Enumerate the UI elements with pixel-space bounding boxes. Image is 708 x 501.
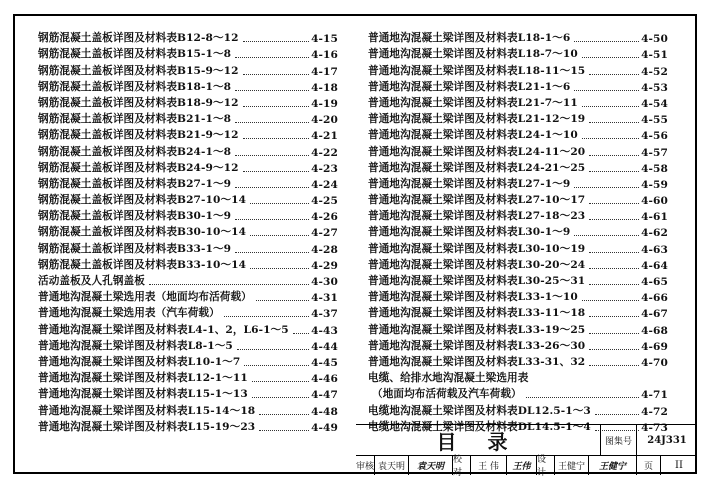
document-title: 目 录 <box>436 429 520 454</box>
review-label: 审核 <box>356 461 375 472</box>
toc-entry-title: 普通地沟混凝土梁详图及材料表L30-20～24 <box>368 258 586 271</box>
toc-entry-page: 4-67 <box>641 308 668 321</box>
toc-entry <box>368 223 668 239</box>
toc-entry-page: 4-71 <box>641 389 668 402</box>
toc-entry-page: 4-69 <box>641 340 668 353</box>
toc-entry-title: 钢筋混凝土盖板详图及材料表B18-9～12 <box>38 96 239 109</box>
toc-entry-title: 普通地沟混凝土梁详图及材料表L4-1、2，L6-1～5 <box>38 323 289 336</box>
toc-entry-title: 普通地沟混凝土梁详图及材料表L24-21～25 <box>368 161 586 174</box>
toc-entry-page: 4-66 <box>641 292 668 305</box>
toc-entry <box>38 272 338 288</box>
toc-entry-page: 4-72 <box>641 405 668 418</box>
toc-entry-title: （地面均布活荷载及汽车荷载） <box>372 388 522 401</box>
toc-leader-dots <box>589 284 639 285</box>
toc-entry-page: 4-70 <box>641 356 668 369</box>
toc-entry-title: 钢筋混凝土盖板详图及材料表B33-10～14 <box>38 258 247 271</box>
toc-entry-page: 4-55 <box>641 114 668 127</box>
toc-entry-page: 4-30 <box>311 276 338 288</box>
toc-leader-dots <box>574 90 639 91</box>
toc-leader-dots <box>259 430 309 431</box>
toc-entry <box>38 45 338 61</box>
toc-entry-title: 钢筋混凝土盖板详图及材料表B30-10～14 <box>38 226 247 239</box>
toc-entry-title: 普通地沟混凝土梁详图及材料表L33-1～10 <box>368 291 578 304</box>
toc-entry <box>368 175 668 191</box>
toc-leader-dots <box>574 41 639 42</box>
toc-entry-title: 钢筋混凝土盖板详图及材料表B27-10～14 <box>38 194 247 207</box>
designer-name: 王健宁 <box>554 455 588 475</box>
toc-entry-title: 普通地沟混凝土梁详图及材料表L33-19～25 <box>368 323 586 336</box>
toc-entry-title: 钢筋混凝土盖板详图及材料表B27-1～9 <box>38 177 232 190</box>
page-number: II <box>660 455 697 475</box>
toc-entry <box>368 78 668 94</box>
checker-name: 王 伟 <box>470 455 506 475</box>
check-label: 校对 <box>452 455 470 475</box>
toc-entry-title: 普通地沟混凝土梁详图及材料表L18-7～10 <box>368 48 578 61</box>
toc-entry <box>368 94 668 110</box>
page-label: 页 <box>636 455 660 475</box>
toc-entry <box>368 110 668 126</box>
toc-entry-title: 电缆、给排水地沟混凝土梁选用表 <box>368 372 529 385</box>
toc-leader-dots <box>243 74 309 75</box>
toc-entry <box>38 337 338 353</box>
toc-entry-title: 普通地沟混凝土梁详图及材料表L33-11～18 <box>368 307 586 320</box>
toc-entry-page: 4-15 <box>311 33 338 46</box>
toc-leader-dots <box>235 90 309 91</box>
toc-left-column <box>38 29 338 434</box>
toc-entry <box>38 239 338 255</box>
toc-entry <box>38 94 338 110</box>
toc-entry <box>38 126 338 142</box>
toc-leader-dots <box>243 106 309 107</box>
toc-entry-page: 4-73 <box>641 421 668 434</box>
toc-entry <box>368 45 668 61</box>
toc-entry-title: 普通地沟混凝土梁详图及材料表L15-1～13 <box>38 388 248 401</box>
toc-entry-page: 4-56 <box>641 130 668 143</box>
toc-entry-title: 电缆地沟混凝土梁详图及材料表DL14.5-1～4 <box>368 420 591 433</box>
toc-entry-page: 4-58 <box>641 162 668 175</box>
toc-entry-title: 活动盖板及人孔钢盖板 <box>38 275 145 287</box>
toc-leader-dots <box>235 187 309 188</box>
toc-entry <box>38 78 338 94</box>
atlas-number: 24J331 <box>636 425 697 455</box>
toc-entry-title: 普通地沟混凝土梁详图及材料表L8-1～5 <box>38 339 233 352</box>
toc-entry <box>368 207 668 223</box>
toc-entry-page: 4-62 <box>641 227 668 240</box>
design-label: 设计 <box>536 455 554 475</box>
toc-entry-title: 钢筋混凝土盖板详图及材料表B15-9～12 <box>38 64 239 77</box>
toc-leader-dots <box>293 333 309 334</box>
toc-leader-dots <box>235 155 309 156</box>
toc-entry-page: 4-57 <box>641 146 668 159</box>
toc-entry-title: 普通地沟混凝土梁详图及材料表L21-1～6 <box>368 80 571 93</box>
toc-leader-dots <box>252 381 309 382</box>
toc-entry-title: 普通地沟混凝土梁详图及材料表L15-14～18 <box>38 404 256 417</box>
toc-entry <box>38 401 338 417</box>
toc-entry <box>368 239 668 255</box>
toc-leader-dots <box>589 155 639 156</box>
toc-leader-dots <box>589 122 639 123</box>
toc-entry <box>368 320 668 336</box>
toc-leader-dots <box>235 219 309 220</box>
toc-entry-title: 普通地沟混凝土梁选用表（地面均布活荷载） <box>38 291 252 304</box>
toc-entry-page: 4-50 <box>641 33 668 46</box>
toc-entry-title: 普通地沟混凝土梁详图及材料表L24-11～20 <box>368 145 586 158</box>
toc-entry <box>368 337 668 353</box>
toc-entry <box>368 385 668 401</box>
toc-entry <box>38 369 338 385</box>
toc-entry-page: 4-37 <box>311 308 338 321</box>
toc-entry <box>38 142 338 158</box>
toc-entry-title: 普通地沟混凝土梁详图及材料表L30-1～9 <box>368 226 571 239</box>
toc-entry <box>368 304 668 320</box>
toc-entry-page: 4-53 <box>641 81 668 94</box>
toc-entry <box>38 61 338 77</box>
toc-entry-title: 电缆地沟混凝土梁详图及材料表DL12.5-1～3 <box>368 404 591 417</box>
toc-leader-dots <box>526 397 639 398</box>
toc-entry-page: 4-49 <box>311 421 338 434</box>
toc-entry-page: 4-54 <box>641 97 668 110</box>
toc-entry <box>368 191 668 207</box>
toc-entry <box>368 369 668 385</box>
toc-entry-page: 4-24 <box>311 178 338 191</box>
toc-entry <box>368 142 668 158</box>
toc-entry-title: 普通地沟混凝土梁详图及材料表L10-1～7 <box>38 355 241 368</box>
toc-entry-page: 4-45 <box>311 356 338 369</box>
toc-entry-title: 普通地沟混凝土梁详图及材料表L27-18～23 <box>368 210 586 223</box>
toc-entry-page: 4-68 <box>641 324 668 337</box>
toc-entry-page: 4-60 <box>641 195 668 208</box>
toc-entry-title: 普通地沟混凝土梁详图及材料表L27-10～17 <box>368 194 586 207</box>
toc-leader-dots <box>244 365 309 366</box>
toc-leader-dots <box>589 268 639 269</box>
toc-entry <box>368 353 668 369</box>
toc-entry-title: 钢筋混凝土盖板详图及材料表B15-1～8 <box>38 48 232 61</box>
toc-entry <box>38 110 338 126</box>
toc-leader-dots <box>149 284 309 285</box>
checker-signature: 王伟 <box>506 455 536 475</box>
toc-entry-title: 普通地沟混凝土梁详图及材料表L15-19～23 <box>38 420 256 433</box>
toc-entry-title: 钢筋混凝土盖板详图及材料表B12-8～12 <box>38 32 239 45</box>
toc-entry-page: 4-28 <box>311 243 338 256</box>
toc-leader-dots <box>256 300 309 301</box>
toc-leader-dots <box>252 397 309 398</box>
toc-leader-dots <box>243 41 309 42</box>
toc-entry-title: 普通地沟混凝土梁详图及材料表L27-1～9 <box>368 177 571 190</box>
toc-leader-dots <box>259 414 309 415</box>
toc-entry <box>368 29 668 45</box>
toc-entry-page: 4-29 <box>311 259 338 272</box>
toc-leader-dots <box>250 203 309 204</box>
toc-entry-page: 4-59 <box>641 178 668 191</box>
toc-entry-title: 钢筋混凝土盖板详图及材料表B24-9～12 <box>38 161 239 174</box>
toc-entry <box>38 385 338 401</box>
toc-entry <box>368 159 668 175</box>
toc-entry <box>38 29 338 45</box>
toc-entry <box>38 223 338 239</box>
toc-entry-page: 4-26 <box>311 211 338 224</box>
toc-entry <box>368 401 668 417</box>
toc-leader-dots <box>237 349 309 350</box>
toc-leader-dots <box>582 57 639 58</box>
toc-entry-page: 4-64 <box>641 259 668 272</box>
toc-entry <box>38 191 338 207</box>
toc-entry-title: 普通地沟混凝土梁详图及材料表L24-1～10 <box>368 129 578 142</box>
toc-entry-title: 钢筋混凝土盖板详图及材料表B21-9～12 <box>38 129 239 142</box>
toc-entry-title: 钢筋混凝土盖板详图及材料表B33-1～9 <box>38 242 232 255</box>
reviewer-name: 袁天明 <box>374 455 408 475</box>
toc-leader-dots <box>582 138 639 139</box>
toc-entry-page: 4-18 <box>311 81 338 94</box>
toc-entry-page: 4-52 <box>641 65 668 78</box>
toc-entry-page: 4-48 <box>311 405 338 418</box>
toc-leader-dots <box>589 333 639 334</box>
toc-entry <box>368 256 668 272</box>
toc-entry-page: 4-20 <box>311 114 338 127</box>
toc-entry <box>38 304 338 320</box>
toc-leader-dots <box>589 365 639 366</box>
toc-entry <box>38 320 338 336</box>
toc-leader-dots <box>595 414 639 415</box>
toc-entry-page: 4-31 <box>311 292 338 305</box>
toc-leader-dots <box>582 106 639 107</box>
toc-entry-title: 普通地沟混凝土梁详图及材料表L21-12～19 <box>368 113 586 126</box>
toc-entry <box>368 61 668 77</box>
toc-right-column <box>368 29 668 434</box>
toc-leader-dots <box>235 252 309 253</box>
toc-entry <box>38 256 338 272</box>
toc-entry-page: 4-27 <box>311 227 338 240</box>
toc-leader-dots <box>250 235 309 236</box>
toc-entry <box>38 159 338 175</box>
toc-leader-dots <box>589 171 639 172</box>
toc-entry-page: 4-63 <box>641 243 668 256</box>
toc-entry <box>368 288 668 304</box>
reviewer-signature: 袁天明 <box>408 455 452 475</box>
toc-leader-dots <box>235 122 309 123</box>
toc-leader-dots <box>243 138 309 139</box>
toc-leader-dots <box>589 74 639 75</box>
toc-entry <box>38 418 338 434</box>
toc-entry-page: 4-43 <box>311 324 338 337</box>
toc-entry-page: 4-17 <box>311 65 338 78</box>
atlas-label: 图集号 <box>600 425 636 455</box>
toc-leader-dots <box>224 316 309 317</box>
toc-entry-title: 钢筋混凝土盖板详图及材料表B30-1～9 <box>38 210 232 223</box>
toc-entry-title: 普通地沟混凝土梁详图及材料表L18-1～6 <box>368 32 571 45</box>
toc-entry-title: 普通地沟混凝土梁选用表（汽车荷载） <box>38 307 220 320</box>
toc-leader-dots <box>235 57 309 58</box>
toc-leader-dots <box>589 203 639 204</box>
toc-leader-dots <box>574 235 639 236</box>
toc-leader-dots <box>582 300 639 301</box>
toc-entry-page: 4-19 <box>311 97 338 110</box>
toc-entry-title: 钢筋混凝土盖板详图及材料表B18-1～8 <box>38 80 232 93</box>
toc-entry <box>38 288 338 304</box>
toc-leader-dots <box>250 268 309 269</box>
toc-entry-title: 普通地沟混凝土梁详图及材料表L30-10～19 <box>368 242 586 255</box>
toc-leader-dots <box>589 316 639 317</box>
toc-entry-page: 4-44 <box>311 340 338 353</box>
toc-entry-page: 4-22 <box>311 146 338 159</box>
toc-entry-page: 4-61 <box>641 211 668 224</box>
toc-entry-title: 普通地沟混凝土梁详图及材料表L18-11～15 <box>368 64 586 77</box>
toc-entry-title: 普通地沟混凝土梁详图及材料表L21-7～11 <box>368 96 578 109</box>
toc-entry-title: 普通地沟混凝土梁详图及材料表L33-31、32 <box>368 355 586 368</box>
toc-entry-page: 4-25 <box>311 195 338 208</box>
toc-entry-title: 钢筋混凝土盖板详图及材料表B21-1～8 <box>38 113 232 126</box>
toc-entry <box>38 353 338 369</box>
toc-leader-dots <box>243 171 309 172</box>
toc-entry-title: 普通地沟混凝土梁详图及材料表L30-25～31 <box>368 275 586 287</box>
toc-leader-dots <box>589 349 639 350</box>
toc-entry <box>38 207 338 223</box>
toc-entry-title: 普通地沟混凝土梁详图及材料表L33-26～30 <box>368 339 586 352</box>
title-block <box>356 421 697 478</box>
toc-entry-page: 4-47 <box>311 389 338 402</box>
toc-entry-page: 4-51 <box>641 49 668 62</box>
toc-leader-dots <box>589 252 639 253</box>
toc-entry <box>368 126 668 142</box>
toc-entry <box>368 272 668 288</box>
toc-leader-dots <box>574 187 639 188</box>
toc-entry-title: 普通地沟混凝土梁详图及材料表L12-1～11 <box>38 372 248 385</box>
toc-entry <box>38 175 338 191</box>
toc-entry-title: 钢筋混凝土盖板详图及材料表B24-1～8 <box>38 145 232 158</box>
designer-signature: 王健宁 <box>588 455 636 475</box>
toc-entry-page: 4-46 <box>311 373 338 386</box>
toc-entry-page: 4-65 <box>641 276 668 288</box>
toc-leader-dots <box>589 219 639 220</box>
toc-entry-page: 4-23 <box>311 162 338 175</box>
toc-entry-page: 4-16 <box>311 49 338 62</box>
toc-entry-page: 4-21 <box>311 130 338 143</box>
